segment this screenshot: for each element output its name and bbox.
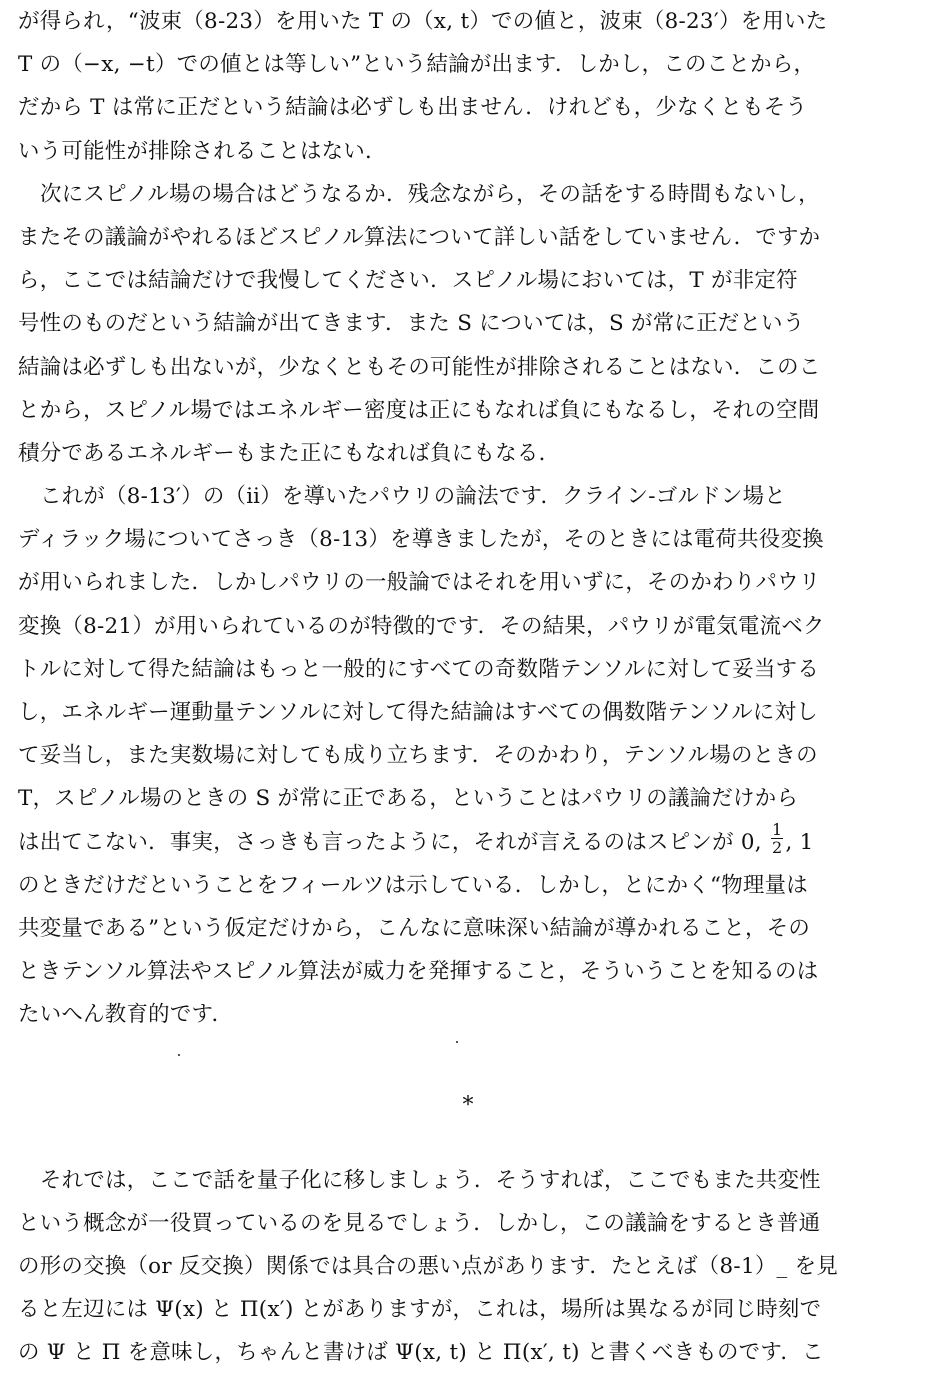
- text-line: し，エネルギー運動量テンソルに対して得た結論はすべての偶数階テンソルに対し: [18, 691, 918, 734]
- text-line: ら，ここでは結論だけで我慢してください．スピノル場においては，T が非定符: [18, 259, 918, 302]
- text-line: が用いられました．しかしパウリの一般論ではそれを用いずに，そのかわりパウリ: [18, 561, 918, 604]
- fraction-denominator: 2: [771, 839, 783, 856]
- paragraph-2: [18, 173, 918, 475]
- text-line: の Ψ と Π を意味し，ちゃんと書けば Ψ(x, t) と Π(x′, t) と書くべきものです．こ: [18, 1331, 918, 1374]
- text-line: またその議論がやれるほどスピノル算法について詳しい話をしていません．ですか: [18, 216, 918, 259]
- text-line: 共変量である”という仮定だけから，こんなに意味深い結論が導かれること，その: [18, 907, 918, 950]
- text-line: 積分であるエネルギーもまた正にもなれば負にもなる．: [18, 432, 918, 475]
- fraction-numerator: 1: [771, 821, 783, 839]
- text-line: とから，スピノル場ではエネルギー密度は正にもなれば負にもなるし，それの空間: [18, 389, 918, 432]
- document-page: [18, 0, 918, 1374]
- text-line: だから T は常に正だという結論は必ずしも出ません．けれども，少なくともそう: [18, 86, 918, 129]
- text-line: のときだけだということをフィールツは示している．しかし，とにかく“物理量は: [18, 864, 918, 907]
- text-line-with-fraction: [18, 821, 918, 864]
- text-line: 次にスピノル場の場合はどうなるか．残念ながら，その話をする時間もないし，: [18, 173, 918, 216]
- paragraph-3: [18, 475, 918, 1036]
- text-line: T，スピノル場のときの S が常に正である，ということはパウリの議論だけから: [18, 777, 918, 820]
- section-gap: [18, 1037, 918, 1063]
- text-line: 結論は必ずしも出ないが，少なくともその可能性が排除されることはない．このこ: [18, 346, 918, 389]
- text-line: 変換（8-21）が用いられているのが特徴的です．その結果，パウリが電気電流ベク: [18, 605, 918, 648]
- text-line: いう可能性が排除されることはない．: [18, 130, 918, 173]
- text-line: T の（−x, −t）での値とは等しい”という結論が出ます．しかし，このことから，: [18, 43, 918, 86]
- text-line: という概念が一役買っているのを見るでしょう．しかし，この議論をするとき普通: [18, 1202, 918, 1245]
- text-line: 号性のものだという結論が出てきます．また S については，S が常に正だという: [18, 302, 918, 345]
- scan-speck: [456, 1041, 458, 1043]
- text-span: , 1: [785, 830, 813, 855]
- text-line: の形の交換（or 反交換）関係では具合の悪い点があります．たとえば（8-1）_ を見: [18, 1245, 918, 1288]
- section-separator: *: [18, 1063, 918, 1149]
- section-gap: [18, 1149, 918, 1159]
- paragraph-1: [18, 0, 918, 173]
- text-line: それでは，ここで話を量子化に移しましょう．そうすれば，ここでもまた共変性: [18, 1159, 918, 1202]
- text-line: ときテンソル算法やスピノル算法が威力を発揮すること，そういうことを知るのは: [18, 950, 918, 993]
- text-line: が得られ，“波束（8-23）を用いた T の（x, t）での値と，波束（8-23′）を用いた: [18, 0, 918, 43]
- fraction-one-half: [771, 821, 783, 856]
- text-line: たいへん教育的です．: [18, 993, 918, 1036]
- text-line: トルに対して得た結論はもっと一般的にすべての奇数階テンソルに対して妥当する: [18, 648, 918, 691]
- scan-speck: [178, 1054, 180, 1056]
- text-line: ディラック場についてさっき（8-13）を導きましたが，そのときには電荷共役変換: [18, 518, 918, 561]
- text-line: て妥当し，また実数場に対しても成り立ちます．そのかわり，テンソル場のときの: [18, 734, 918, 777]
- text-line: これが（8-13′）の（ⅱ）を導いたパウリの論法です．クライン‐ゴルドン場と: [18, 475, 918, 518]
- text-span: は出てこない．事実，さっきも言ったように，それが言えるのはスピンが 0,: [18, 830, 769, 855]
- text-line: ると左辺には Ψ(x) と Π(x′) とがありますが，これは，場所は異なるが同じ時刻で: [18, 1288, 918, 1331]
